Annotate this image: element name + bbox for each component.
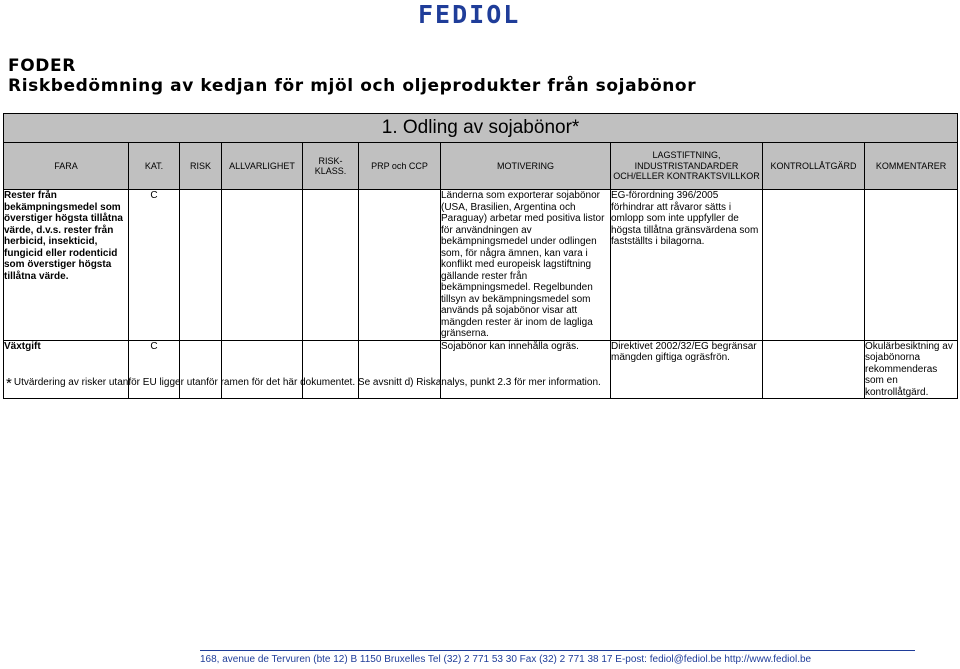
header-riskklass: RISK-KLASS. (303, 143, 359, 190)
cell-kontrollatgard (763, 190, 865, 341)
cell-lagstiftning: EG-förordning 396/2005 förhindrar att råvaror sätts i omlopp som inte uppfyller de högsta tillåtna gränsvärdena som fastställts i bilagorna. (611, 190, 763, 341)
header-motivering: MOTIVERING (441, 143, 611, 190)
cell-kontrollatgard (763, 340, 865, 399)
cell-motivering: Länderna som exporterar sojabönor (USA, Brasilien, Argentina och Paraguay) arbetar med positiva listor för användningen av bekämpningsmedel under odlingen som, för några ämnen, kan vara i konflikt med europeisk lagstiftning gällande rester från bekämpningsmedel. Regelbunden tillsyn av bekämpningsmedel som används på sojabönor visar att mängden rester är inom de lagliga gränserna. (441, 190, 611, 341)
fediol-logo: FEDIOL (418, 0, 521, 29)
footnote (6, 375, 601, 392)
section-title: 1. Odling av sojabönor* (4, 114, 958, 143)
footer-divider (200, 650, 915, 651)
header-prp-ccp: PRP och CCP (359, 143, 441, 190)
title-line-foder: FODER (8, 56, 76, 76)
footnote-text: Utvärdering av risker utanför EU ligger utanför ramen för det här dokumentet. Se avsnitt d) Riskanalys, punkt 2.3 för mer information. (13, 377, 601, 388)
cell-allvarlighet (222, 190, 303, 341)
header-row (4, 143, 958, 190)
cell-riskklass (303, 190, 359, 341)
header-risk: RISK (180, 143, 222, 190)
table-row (4, 190, 958, 341)
header-kat: KAT. (129, 143, 180, 190)
header-allvarlighet: ALLVARLIGHET (222, 143, 303, 190)
footnote-star: * (6, 375, 12, 392)
header-kontrollatgard: KONTROLLÅTGÄRD (763, 143, 865, 190)
footer-contact: 168, avenue de Tervuren (bte 12) B 1150 Bruxelles Tel (32) 2 771 53 30 Fax (32) 2 771 38 17 E-post: fediol@fediol.be http://www.fediol.be (200, 654, 812, 665)
cell-prp-ccp (359, 190, 441, 341)
header-kommentarer: KOMMENTARER (865, 143, 958, 190)
cell-kommentarer: Okulärbesiktning av sojabönorna rekommenderas som en kontrollåtgärd. (865, 340, 958, 399)
cell-fara: Växtgift (4, 340, 129, 399)
cell-lagstiftning: Direktivet 2002/32/EG begränsar mängden giftiga ogräsfrön. (611, 340, 763, 399)
cell-kat: C (129, 190, 180, 341)
cell-kat: C (129, 340, 180, 399)
cell-fara: Rester från bekämpningsmedel som överstiger högsta tillåtna värde, d.v.s. rester från herbicid, insekticid, fungicid eller rodenticid som överstiger högsta tillåtna värde. (4, 190, 129, 341)
cell-risk (180, 190, 222, 341)
risk-assessment-table (3, 113, 958, 399)
header-fara: FARA (4, 143, 129, 190)
document-title (8, 56, 696, 96)
header-lagstiftning: LAGSTIFTNING, INDUSTRISTANDARDER OCH/ELLER KONTRAKTSVILLKOR (611, 143, 763, 190)
title-line-riskbedomning: Riskbedömning av kedjan för mjöl och oljeprodukter från sojabönor (8, 76, 697, 96)
cell-motivering: Sojabönor kan innehålla ogräs. (441, 340, 611, 399)
cell-kommentarer (865, 190, 958, 341)
